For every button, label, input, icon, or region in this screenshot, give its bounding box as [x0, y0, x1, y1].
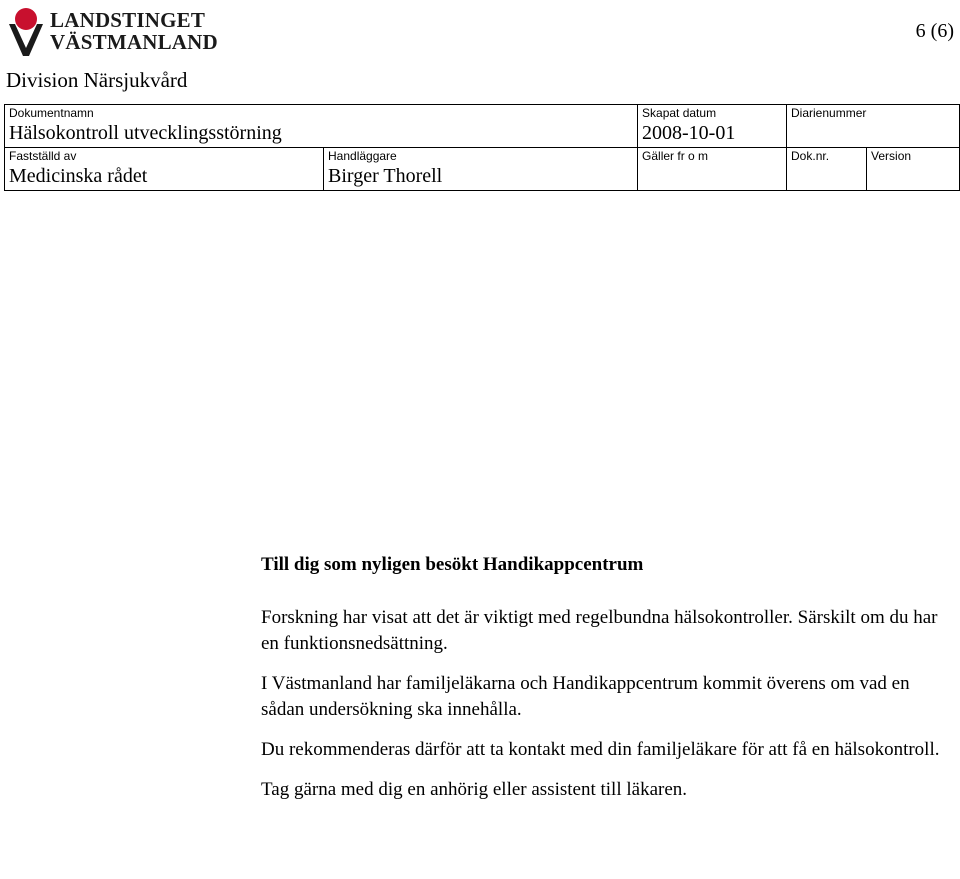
document-name-cell [5, 105, 638, 148]
logo-line-2: VÄSTMANLAND [50, 30, 218, 54]
division-title: Division Närsjukvård [6, 68, 188, 92]
created-date-cell [638, 105, 787, 148]
paragraph: Tag gärna med dig en anhörig eller assistent till läkaren. [261, 779, 688, 800]
document-name-value: Hälsokontroll utvecklingsstörning [9, 122, 282, 144]
paragraph: Du rekommenderas därför att ta kontakt med din familjeläkare för att få en hälsokontroll. [261, 739, 940, 760]
logo-wordmark [50, 9, 218, 53]
handler-label: Handläggare [328, 149, 397, 163]
document-metadata-table [4, 104, 960, 191]
paragraph: I Västmanland har familjeläkarna och Handikappcentrum kommit överens om vad en sådan undersökning ska innehålla. [261, 673, 910, 720]
letter-body [261, 552, 951, 817]
approved-by-cell [5, 148, 324, 191]
valid-from-label: Gäller fr o m [642, 149, 709, 163]
page-number: 6 (6) [915, 20, 954, 42]
metadata-row-1 [5, 105, 960, 148]
diary-number-label: Diarienummer [791, 106, 867, 120]
handler-value: Birger Thorell [328, 165, 443, 187]
approved-by-value: Medicinska rådet [9, 165, 148, 187]
paragraph: Forskning har visat att det är viktigt med regelbundna hälsokontroller. Särskilt om du har en funktionsnedsättning. [261, 607, 938, 654]
version-cell [867, 148, 960, 191]
created-date-value: 2008-10-01 [642, 122, 736, 144]
document-number-label: Dok.nr. [791, 149, 830, 163]
letter-heading: Till dig som nyligen besökt Handikappcentrum [261, 554, 644, 575]
valid-from-cell [638, 148, 787, 191]
landstinget-logo [6, 6, 218, 62]
handler-cell [324, 148, 638, 191]
document-name-label: Dokumentnamn [9, 106, 94, 120]
logo-line-1: LANDSTINGET [50, 8, 206, 32]
created-date-label: Skapat datum [642, 106, 717, 120]
metadata-row-2 [5, 148, 960, 191]
document-number-cell [787, 148, 867, 191]
version-label: Version [871, 149, 912, 163]
approved-by-label: Fastställd av [9, 149, 77, 163]
landstinget-emblem-icon [6, 6, 46, 58]
diary-number-cell [787, 105, 960, 148]
